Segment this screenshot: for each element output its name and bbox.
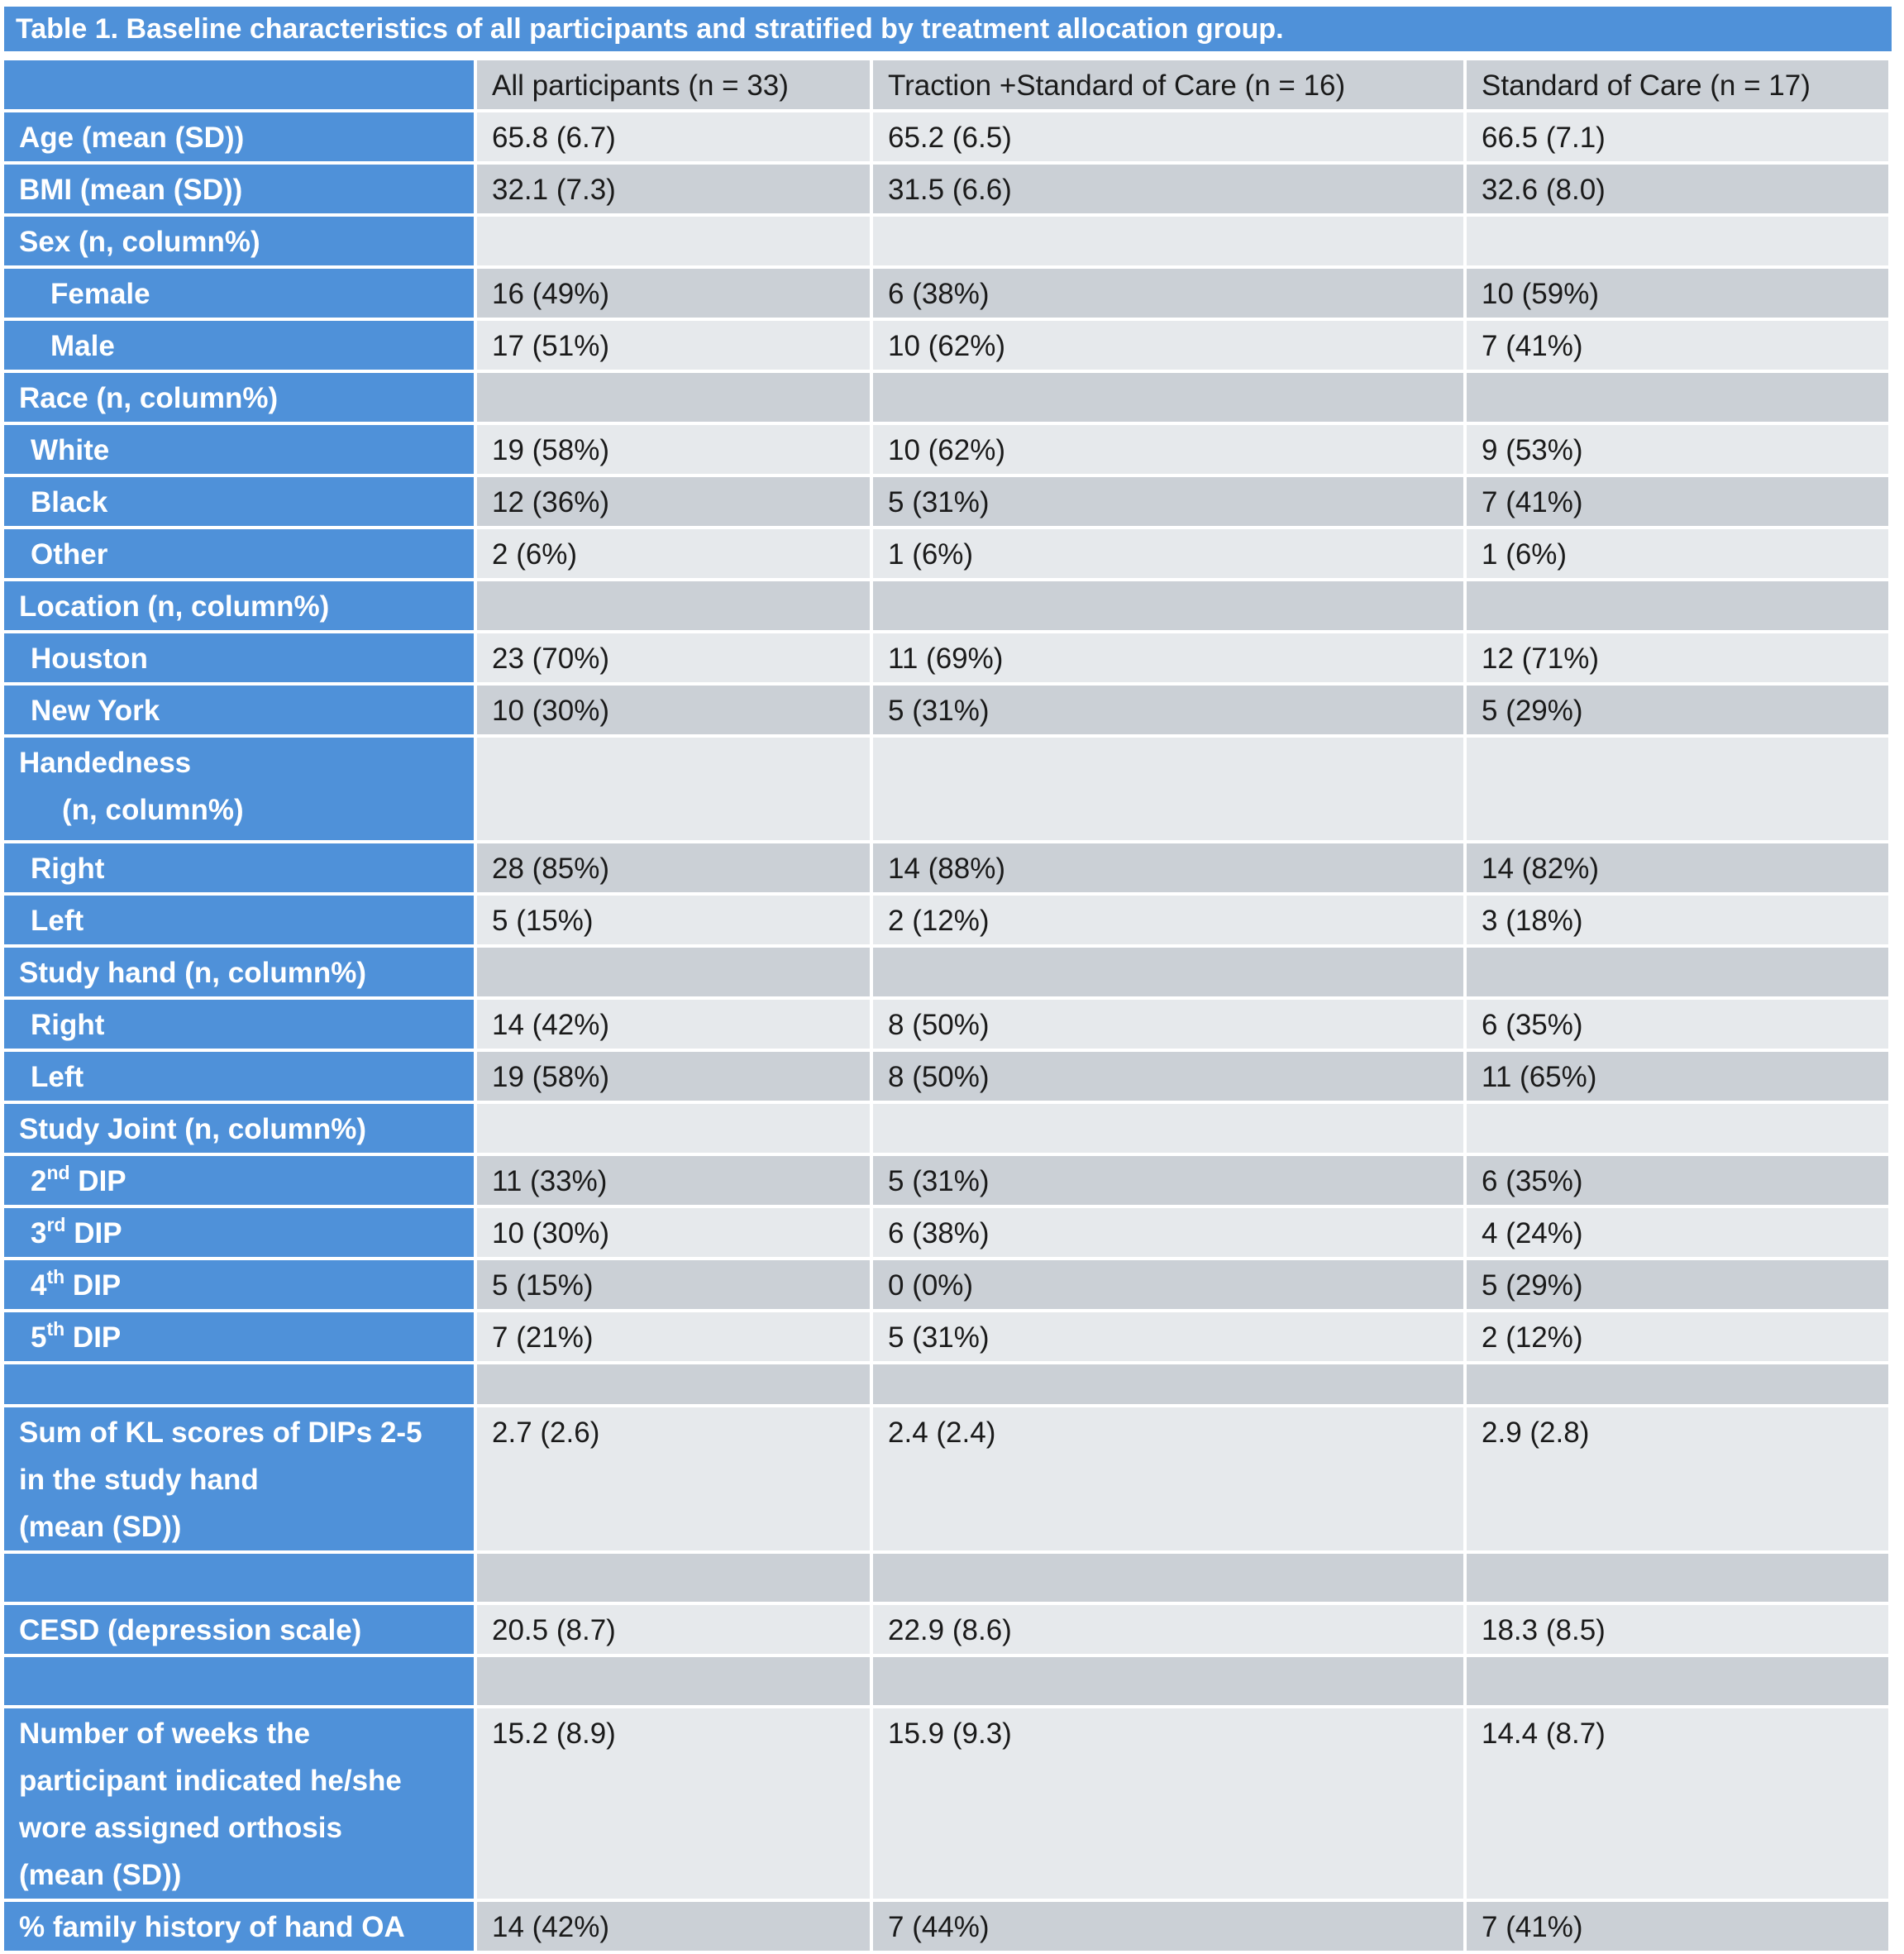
table-row <box>4 1208 1892 1260</box>
cell-soc: 2.9 (2.8) <box>1467 1407 1892 1554</box>
cell-traction: 11 (69%) <box>873 633 1467 686</box>
header-label-cell <box>4 60 477 112</box>
row-label: Black <box>4 477 477 529</box>
ordinal-number: 4 <box>31 1269 47 1302</box>
cell-soc: 7 (41%) <box>1467 477 1892 529</box>
cell-all <box>477 581 873 633</box>
table-row <box>4 686 1892 738</box>
cell-soc: 11 (65%) <box>1467 1052 1892 1104</box>
cell-traction <box>873 948 1467 1000</box>
cell-soc: 3 (18%) <box>1467 896 1892 948</box>
cell-soc <box>1467 738 1892 843</box>
row-label: Race (n, column%) <box>4 373 477 425</box>
cell-soc: 66.5 (7.1) <box>1467 112 1892 165</box>
table-row <box>4 1260 1892 1312</box>
cell-traction: 5 (31%) <box>873 686 1467 738</box>
spacer-cell <box>4 1364 477 1407</box>
cell-traction: 31.5 (6.6) <box>873 165 1467 217</box>
cell-traction: 10 (62%) <box>873 425 1467 477</box>
table-row <box>4 269 1892 321</box>
cell-traction <box>873 738 1467 843</box>
table-row <box>4 217 1892 269</box>
ordinal-number: 5 <box>31 1321 47 1354</box>
cell-traction: 1 (6%) <box>873 529 1467 581</box>
cell-soc: 9 (53%) <box>1467 425 1892 477</box>
cell-all: 17 (51%) <box>477 321 873 373</box>
table-row <box>4 1312 1892 1364</box>
table-row <box>4 1902 1892 1954</box>
ordinal-suffix: nd <box>46 1162 70 1183</box>
spacer-row <box>4 1657 1892 1708</box>
row-label: CESD (depression scale) <box>4 1605 477 1657</box>
cell-soc: 14 (82%) <box>1467 843 1892 896</box>
table-row <box>4 633 1892 686</box>
cell-all: 10 (30%) <box>477 1208 873 1260</box>
spacer-cell <box>873 1554 1467 1605</box>
spacer-cell <box>477 1554 873 1605</box>
row-label <box>4 1407 477 1554</box>
table-row <box>4 948 1892 1000</box>
row-label: Study hand (n, column%) <box>4 948 477 1000</box>
cell-traction: 14 (88%) <box>873 843 1467 896</box>
cell-soc <box>1467 581 1892 633</box>
cell-traction: 2.4 (2.4) <box>873 1407 1467 1554</box>
table-row <box>4 373 1892 425</box>
cell-traction: 22.9 (8.6) <box>873 1605 1467 1657</box>
row-label: White <box>4 425 477 477</box>
cell-all: 32.1 (7.3) <box>477 165 873 217</box>
row-label <box>4 1208 477 1260</box>
row-label: Sex (n, column%) <box>4 217 477 269</box>
row-label: Age (mean (SD)) <box>4 112 477 165</box>
row-label: Left <box>4 1052 477 1104</box>
row-label-line: in the study hand <box>19 1464 259 1496</box>
row-label-line: participant indicated he/she <box>19 1765 402 1797</box>
row-label: Left <box>4 896 477 948</box>
cell-soc: 14.4 (8.7) <box>1467 1708 1892 1902</box>
spacer-cell <box>1467 1364 1892 1407</box>
row-label-line: (mean (SD)) <box>19 1859 182 1891</box>
cell-traction: 15.9 (9.3) <box>873 1708 1467 1902</box>
cell-traction: 7 (44%) <box>873 1902 1467 1954</box>
row-label: Study Joint (n, column%) <box>4 1104 477 1156</box>
cell-traction: 65.2 (6.5) <box>873 112 1467 165</box>
cell-all: 15.2 (8.9) <box>477 1708 873 1902</box>
cell-soc: 5 (29%) <box>1467 1260 1892 1312</box>
table-row <box>4 1708 1892 1902</box>
cell-all: 19 (58%) <box>477 1052 873 1104</box>
table-row <box>4 165 1892 217</box>
spacer-row <box>4 1554 1892 1605</box>
ordinal-suffix: th <box>46 1266 65 1288</box>
ordinal-number: 2 <box>31 1165 47 1197</box>
ordinal-suffix: th <box>46 1318 65 1340</box>
row-label-line: Sum of KL scores of DIPs 2-5 <box>19 1417 422 1449</box>
row-label: Right <box>4 843 477 896</box>
cell-all: 65.8 (6.7) <box>477 112 873 165</box>
joint-name: DIP <box>69 1165 126 1197</box>
header-standard-of-care: Standard of Care (n = 17) <box>1467 60 1892 112</box>
cell-soc: 6 (35%) <box>1467 1156 1892 1208</box>
cell-soc: 4 (24%) <box>1467 1208 1892 1260</box>
cell-soc <box>1467 1104 1892 1156</box>
cell-traction <box>873 581 1467 633</box>
ordinal-number: 3 <box>31 1217 47 1249</box>
table-row <box>4 1605 1892 1657</box>
spacer-cell <box>1467 1657 1892 1708</box>
cell-soc: 5 (29%) <box>1467 686 1892 738</box>
cell-all: 5 (15%) <box>477 896 873 948</box>
cell-all <box>477 948 873 1000</box>
cell-traction <box>873 217 1467 269</box>
row-label: Female <box>4 269 477 321</box>
cell-all: 12 (36%) <box>477 477 873 529</box>
row-label: Houston <box>4 633 477 686</box>
cell-traction: 6 (38%) <box>873 1208 1467 1260</box>
row-label <box>4 738 477 843</box>
row-label <box>4 1260 477 1312</box>
cell-soc: 7 (41%) <box>1467 1902 1892 1954</box>
cell-traction: 6 (38%) <box>873 269 1467 321</box>
cell-all: 7 (21%) <box>477 1312 873 1364</box>
cell-traction: 5 (31%) <box>873 1312 1467 1364</box>
spacer-cell <box>477 1364 873 1407</box>
cell-traction: 8 (50%) <box>873 1000 1467 1052</box>
row-label-line: Handedness <box>19 747 192 779</box>
cell-traction <box>873 373 1467 425</box>
row-label-line: wore assigned orthosis <box>19 1812 342 1844</box>
cell-all: 16 (49%) <box>477 269 873 321</box>
cell-soc: 7 (41%) <box>1467 321 1892 373</box>
table-row <box>4 112 1892 165</box>
cell-all <box>477 373 873 425</box>
table-row <box>4 529 1892 581</box>
table-row <box>4 1000 1892 1052</box>
spacer-row <box>4 1364 1892 1407</box>
cell-soc: 18.3 (8.5) <box>1467 1605 1892 1657</box>
ordinal-suffix: rd <box>46 1214 66 1235</box>
cell-all: 14 (42%) <box>477 1902 873 1954</box>
cell-all <box>477 738 873 843</box>
spacer-cell <box>4 1657 477 1708</box>
cell-traction: 0 (0%) <box>873 1260 1467 1312</box>
cell-traction: 2 (12%) <box>873 896 1467 948</box>
cell-soc <box>1467 948 1892 1000</box>
cell-all <box>477 1104 873 1156</box>
joint-name: DIP <box>64 1321 122 1354</box>
cell-soc <box>1467 373 1892 425</box>
cell-traction: 10 (62%) <box>873 321 1467 373</box>
cell-all: 2 (6%) <box>477 529 873 581</box>
table-row <box>4 896 1892 948</box>
table-row <box>4 738 1892 843</box>
table-caption: Table 1. Baseline characteristics of all participants and stratified by treatment allocation group. <box>4 7 1892 51</box>
row-label: Male <box>4 321 477 373</box>
spacer-cell <box>1467 1554 1892 1605</box>
cell-traction <box>873 1104 1467 1156</box>
cell-all: 5 (15%) <box>477 1260 873 1312</box>
cell-all: 20.5 (8.7) <box>477 1605 873 1657</box>
table-row <box>4 425 1892 477</box>
header-row <box>4 60 1892 112</box>
table-row <box>4 1104 1892 1156</box>
cell-soc: 10 (59%) <box>1467 269 1892 321</box>
cell-soc: 1 (6%) <box>1467 529 1892 581</box>
cell-all: 2.7 (2.6) <box>477 1407 873 1554</box>
cell-all <box>477 217 873 269</box>
row-label-line: (n, column%) <box>62 794 244 826</box>
spacer-cell <box>873 1657 1467 1708</box>
table-row <box>4 321 1892 373</box>
row-label <box>4 1708 477 1902</box>
row-label: BMI (mean (SD)) <box>4 165 477 217</box>
joint-name: DIP <box>65 1217 122 1249</box>
table-row <box>4 1156 1892 1208</box>
cell-traction: 5 (31%) <box>873 1156 1467 1208</box>
cell-soc: 2 (12%) <box>1467 1312 1892 1364</box>
row-label-line: (mean (SD)) <box>19 1511 182 1543</box>
cell-soc: 32.6 (8.0) <box>1467 165 1892 217</box>
row-label: % family history of hand OA <box>4 1902 477 1954</box>
row-label-line: Number of weeks the <box>19 1718 311 1750</box>
table-row <box>4 477 1892 529</box>
cell-all: 23 (70%) <box>477 633 873 686</box>
table-row <box>4 581 1892 633</box>
cell-all: 10 (30%) <box>477 686 873 738</box>
cell-all: 11 (33%) <box>477 1156 873 1208</box>
spacer-cell <box>873 1364 1467 1407</box>
cell-soc: 6 (35%) <box>1467 1000 1892 1052</box>
baseline-characteristics-table <box>4 60 1892 1954</box>
spacer-cell <box>477 1657 873 1708</box>
cell-all: 19 (58%) <box>477 425 873 477</box>
cell-traction: 8 (50%) <box>873 1052 1467 1104</box>
cell-soc <box>1467 217 1892 269</box>
cell-soc: 12 (71%) <box>1467 633 1892 686</box>
table-row <box>4 1052 1892 1104</box>
cell-all: 28 (85%) <box>477 843 873 896</box>
table-row <box>4 843 1892 896</box>
row-label: Right <box>4 1000 477 1052</box>
header-traction-standard-of-care: Traction +Standard of Care (n = 16) <box>873 60 1467 112</box>
row-label <box>4 1156 477 1208</box>
row-label: New York <box>4 686 477 738</box>
cell-traction: 5 (31%) <box>873 477 1467 529</box>
header-all-participants: All participants (n = 33) <box>477 60 873 112</box>
cell-all: 14 (42%) <box>477 1000 873 1052</box>
spacer-cell <box>4 1554 477 1605</box>
row-label <box>4 1312 477 1364</box>
row-label: Location (n, column%) <box>4 581 477 633</box>
joint-name: DIP <box>64 1269 122 1302</box>
table-row <box>4 1407 1892 1554</box>
row-label: Other <box>4 529 477 581</box>
